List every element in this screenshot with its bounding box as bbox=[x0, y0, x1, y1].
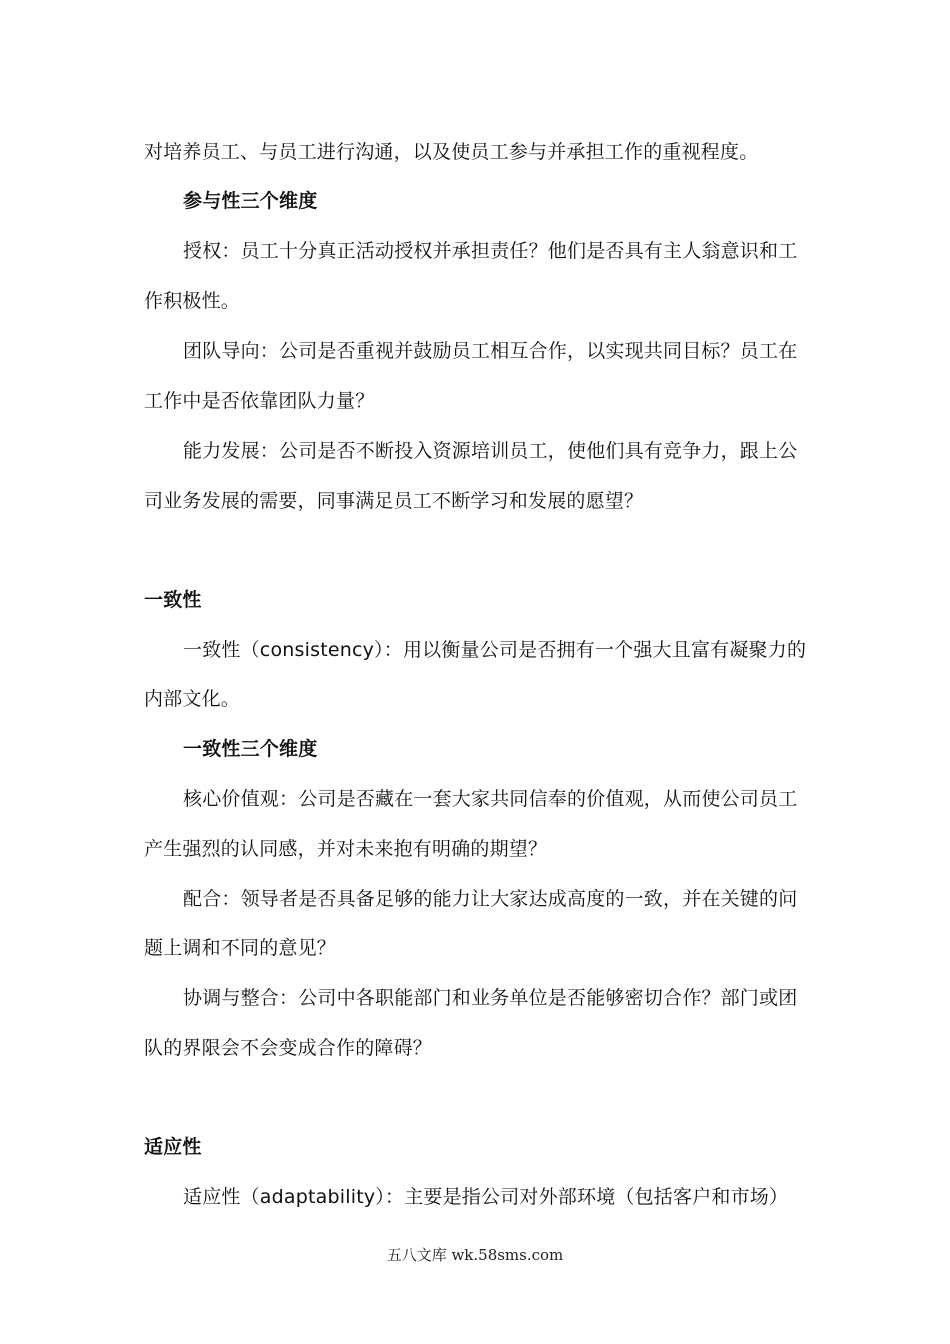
body-text-line: 产生强烈的认同感，并对未来抱有明确的期望？ bbox=[144, 838, 548, 860]
subsection-heading: 参与性三个维度 bbox=[183, 190, 318, 212]
body-text-line: 作积极性。 bbox=[144, 290, 241, 312]
body-text-line: 工作中是否依靠团队力量？ bbox=[144, 390, 375, 412]
section-heading: 适应性 bbox=[144, 1136, 202, 1158]
body-text-line: 配合：领导者是否具备足够的能力让大家达成高度的一致，并在关键的问 bbox=[183, 888, 798, 910]
body-text-line: 核心价值观：公司是否藏在一套大家共同信奉的价值观，从而使公司员工 bbox=[183, 788, 798, 810]
body-text-line: 内部文化。 bbox=[144, 688, 241, 710]
body-text-line: 对培养员工、与员工进行沟通，以及使员工参与并承担工作的重视程度。 bbox=[144, 141, 759, 163]
footer-watermark-text: 五八文库 wk.58sms.com bbox=[386, 1246, 564, 1264]
body-text-line: 一致性（consistency）：用以衡量公司是否拥有一个强大且富有凝聚力的 bbox=[183, 639, 807, 661]
body-text-line: 司业务发展的需要，同事满足员工不断学习和发展的愿望？ bbox=[144, 490, 644, 512]
body-text-line: 协调与整合：公司中各职能部门和业务单位是否能够密切合作？部门或团 bbox=[183, 987, 798, 1009]
body-text-line: 题上调和不同的意见？ bbox=[144, 937, 337, 959]
body-text-line: 队的界限会不会变成合作的障碍？ bbox=[144, 1037, 433, 1059]
body-text-line: 团队导向：公司是否重视并鼓励员工相互合作，以实现共同目标？员工在 bbox=[183, 340, 798, 362]
subsection-heading: 一致性三个维度 bbox=[183, 738, 318, 760]
body-text-line: 授权：员工十分真正活动授权并承担责任？他们是否具有主人翁意识和工 bbox=[183, 240, 798, 262]
section-heading: 一致性 bbox=[144, 589, 202, 611]
body-text-line: 适应性（adaptability）：主要是指公司对外部环境（包括客户和市场） bbox=[183, 1186, 789, 1208]
body-text-line: 能力发展：公司是否不断投入资源培训员工，使他们具有竞争力，跟上公 bbox=[183, 440, 798, 462]
